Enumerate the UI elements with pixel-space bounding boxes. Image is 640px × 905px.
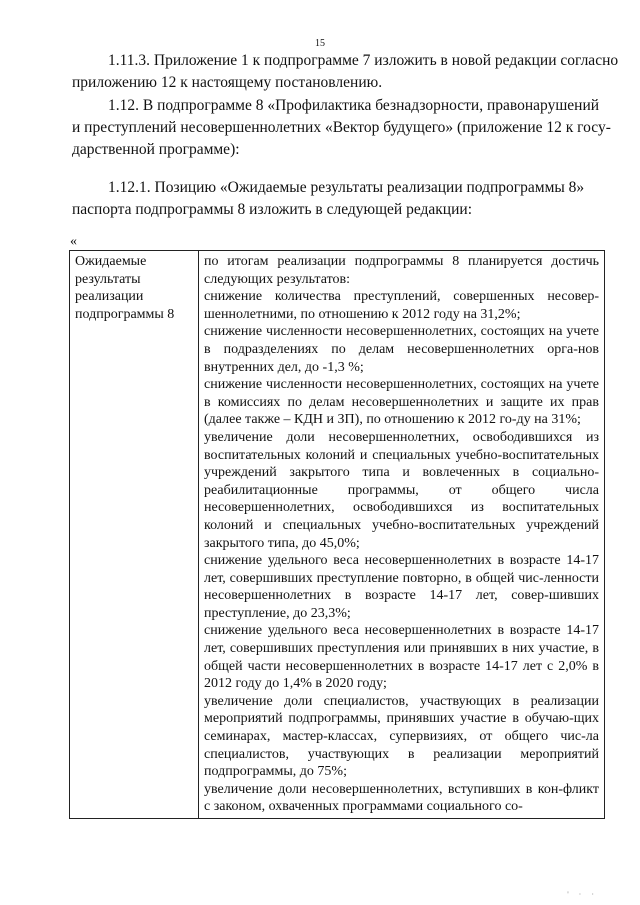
paragraph-line: паспорта подпрограммы 8 изложить в следующей редакции: bbox=[72, 201, 472, 218]
result-item: снижение удельного веса несовершеннолетних в возрасте 14-17 лет, совершивших преступление повторно, в общей чис-ленности несовершеннолетних в возрасте 14-17 лет, совер-шивших преступление, до 23,3%; bbox=[204, 553, 599, 621]
result-item: снижение количества преступлений, совершенных несовер-шеннолетними, по отношению к 2012 году на 31,2%; bbox=[204, 289, 599, 322]
paragraph-line: 1.11.3. Приложение 1 к подпрограмме 7 изложить в новой редакции согласно bbox=[108, 52, 619, 69]
paragraph-1-12 bbox=[72, 95, 611, 161]
result-item: снижение численности несовершеннолетних, состоящих на учете в комиссиях по делам несовершеннолетних и защите их прав (далее также – КДН и ЗП), по отношению к 2012 го-ду на 31%; bbox=[204, 377, 599, 428]
paragraph-line: дарственной программе): bbox=[72, 141, 240, 158]
table-row bbox=[70, 251, 605, 819]
paragraph-line: и преступлений несовершеннолетних «Вектор будущего» (приложение 12 к госу- bbox=[72, 119, 611, 136]
table-label-cell: Ожидаемые результаты реализации подпрограммы 8 bbox=[70, 251, 199, 819]
passport-table bbox=[69, 250, 605, 819]
page-number: 15 bbox=[315, 38, 325, 49]
result-item: снижение численности несовершеннолетних, состоящих на учете в подразделениях по делам несовершеннолетних орга-нов внутренних дел, до -1,3 %; bbox=[204, 324, 599, 375]
paragraph-1-11-3 bbox=[72, 50, 619, 94]
paragraph-1-12-1 bbox=[72, 177, 606, 221]
paragraph-line: приложению 12 к настоящему постановлению. bbox=[72, 74, 383, 91]
paragraph-line: 1.12.1. Позицию «Ожидаемые результаты реализации подпрограммы 8» bbox=[108, 179, 585, 196]
result-item: увеличение доли несовершеннолетних, вступивших в кон-фликт с законом, охваченных программами социального со- bbox=[204, 781, 599, 815]
table-content-cell bbox=[199, 251, 605, 819]
opening-quote: « bbox=[70, 234, 77, 249]
result-item: увеличение доли несовершеннолетних, освободившихся из воспитательных колоний и специальных учебно-воспитательных учреждений закрытого типа и вовлеченных в социально-реабилитационные программы, от общего числа несовершеннолетних, освободившихся из воспитательных колоний и специальных учебно-воспитательных учреждений закрытого типа, до 45,0%; bbox=[204, 429, 599, 551]
result-item: по итогам реализации подпрограммы 8 планируется достичь следующих результатов: bbox=[204, 254, 599, 287]
result-item: увеличение доли специалистов, участвующих в реализации мероприятий подпрограммы, принявших участие в обучаю-щих семинарах, мастер-классах, супервизиях, от общего чис-ла специалистов, участвующих в реализации мероприятий подпрограммы, до 75%; bbox=[204, 693, 599, 780]
result-item: снижение удельного веса несовершеннолетних в возрасте 14-17 лет, совершивших преступления или принявших в них участие, в общей части несовершеннолетних в возрасте 14-17 лет с 2,0% в 2012 году до 1,4% в 2020 году; bbox=[204, 623, 599, 692]
paragraph-line: 1.12. В подпрограмме 8 «Профилактика безнадзорности, правонарушений bbox=[108, 97, 600, 114]
footer-marks: ' · · bbox=[567, 890, 598, 899]
